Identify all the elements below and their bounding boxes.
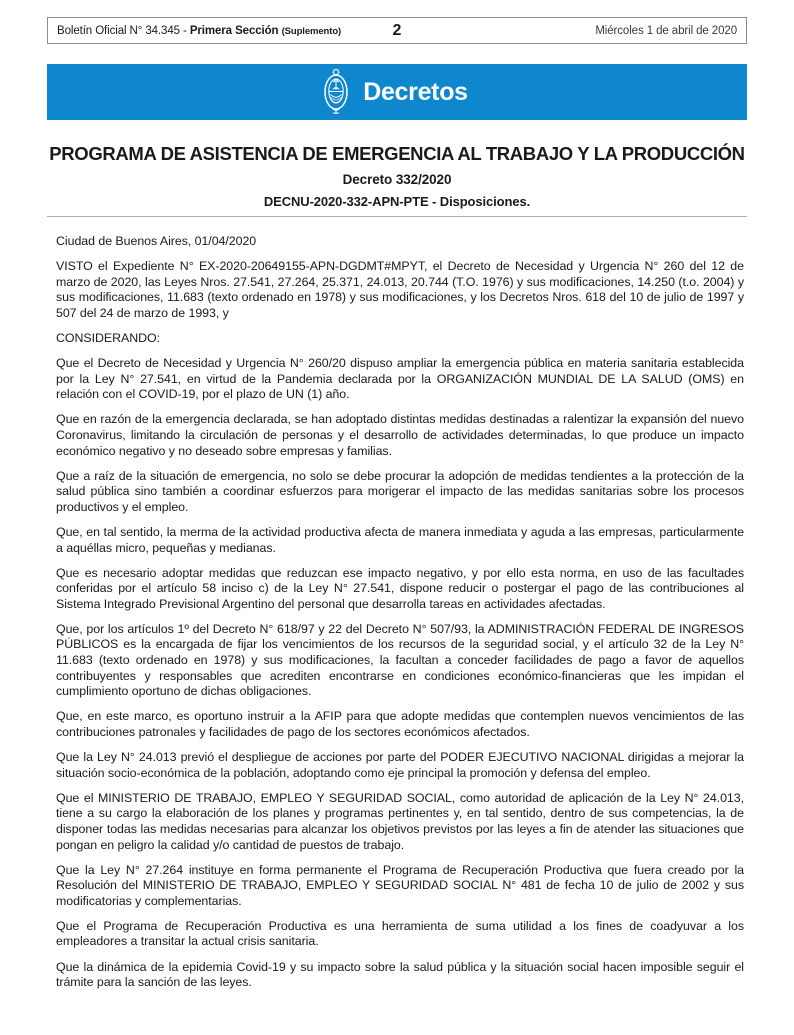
considerando-paragraph: Que la dinámica de la epidemia Covid-19 y su impacto sobre la salud pública y la situación social hacen imposible seguir el trámite para la sanción de las leyes. xyxy=(56,959,744,990)
place-and-date: Ciudad de Buenos Aires, 01/04/2020 xyxy=(56,234,257,248)
banner-content xyxy=(318,68,468,116)
considerando-heading: CONSIDERANDO: xyxy=(56,330,160,345)
header-publication: Boletín Oficial N° 34.345 xyxy=(57,24,180,37)
running-header xyxy=(47,17,747,44)
considerando-paragraph: Que, por los artículos 1º del Decreto N° 618/97 y 22 del Decreto N° 507/93, la ADMINISTRACIÓN FEDERAL DE INGRESOS PÚBLICOS es la encargada de fijar los vencimientos de los recursos de la seguridad social, y el artículo 32 de la Ley N° 11.683 (texto ordenado en 1978) y sus modificaciones, la facultan a conceder facilidades de pago a favor de aquellos contribuyentes y responsables que acrediten encontrarse en condiciones económico-financieras que les impidan el cumplimiento oportuno de dichas obligaciones. xyxy=(56,621,744,699)
header-date: Miércoles 1 de abril de 2020 xyxy=(595,24,737,37)
considerando-paragraph: Que el MINISTERIO DE TRABAJO, EMPLEO Y SEGURIDAD SOCIAL, como autoridad de aplicación de la Ley N° 24.013, tiene a su cargo la elaboración de los planes y programas pertinentes y, en tal sentido, dentro de sus competencias, la de disponer todas las medidas necesarias para alcanzar los objetivos previstos por las leyes a fin de atender las situaciones que pongan en peligro la calidad y/o cantidad de puestos de trabajo. xyxy=(56,790,744,852)
page-title: PROGRAMA DE ASISTENCIA DE EMERGENCIA AL TRABAJO Y LA PRODUCCIÓN xyxy=(49,143,745,164)
considerando-paragraph: Que a raíz de la situación de emergencia, no solo se debe procurar la adopción de medidas tendientes a la protección de la salud pública sino también a coordinar esfuerzos para morigerar el impacto de las medidas sanitarias sobre los procesos productivos y el empleo. xyxy=(56,468,744,514)
considerando-paragraph: Que en razón de la emergencia declarada, se han adoptado distintas medidas destinadas a ralentizar la expansión del nuevo Coronavirus, limitando la circulación de personas y el desarrollo de actividades determinadas, lo que produce un impacto económico negativo y no deseado sobre empresas y familias. xyxy=(56,412,744,458)
considerando-paragraph: Que la Ley N° 24.013 previó el despliegue de acciones por parte del PODER EJECUTIVO NACIONAL dirigidas a mejorar la situación socio-económica de la población, adoptando como eje principal la promoción y defensa del empleo. xyxy=(56,750,744,780)
argentina-coat-of-arms-icon xyxy=(318,68,354,116)
header-section: Primera Sección xyxy=(189,24,279,37)
header-page-number: 2 xyxy=(392,21,402,39)
decree-number: Decreto 332/2020 xyxy=(342,172,452,187)
header-supplement: (Suplemento) xyxy=(281,25,342,37)
decree-reference: DECNU-2020-332-APN-PTE - Disposiciones. xyxy=(263,194,531,209)
considerando-paragraph: Que la Ley N° 27.264 instituye en forma permanente el Programa de Recuperación Productiva que fuera creado por la Resolución del MINISTERIO DE TRABAJO, EMPLEO Y SEGURIDAD SOCIAL N° 481 de fecha 10 de julio de 2002 y sus modificatorias y complementarias. xyxy=(56,862,744,908)
considerando-paragraph: Que, en tal sentido, la merma de la actividad productiva afecta de manera inmediata y aguda a las empresas, particularmente a aquéllas micro, pequeñas y medianas. xyxy=(56,524,744,555)
title-divider xyxy=(47,216,747,217)
document-body xyxy=(56,234,744,1000)
considerando-paragraph: Que es necesario adoptar medidas que reduzcan ese impacto negativo, y por ello esta norma, en uso de las facultades conferidas por el artículo 58 inciso c) de la Ley N° 27.541, dispone reducir o postergar el pago de las contribuciones al Sistema Integrado Previsional Argentino del personal que desarrolla tareas en actividades afectadas. xyxy=(56,565,744,611)
considerando-paragraph: Que el Programa de Recuperación Productiva es una herramienta de suma utilidad a los fines de coadyuvar a los empleadores a transitar la actual crisis sanitaria. xyxy=(56,918,744,949)
visto-paragraph: VISTO el Expediente N° EX-2020-20649155-APN-DGDMT#MPYT, el Decreto de Necesidad y Urgencia N° 260 del 12 de marzo de 2020, las Leyes Nros. 27.541, 27.264, 25.371, 24.013, 20.744 (T.O. 1976) y sus modificaciones, 14.250 (t.o. 2004) y sus modificaciones, 11.683 (texto ordenado en 1978) y sus modificaciones, y los Decretos Nros. 618 del 10 de julio de 1997 y 507 del 24 de marzo de 1993, y xyxy=(56,259,744,320)
section-banner xyxy=(47,64,747,120)
banner-label: Decretos xyxy=(363,77,468,106)
considerando-paragraph: Que el Decreto de Necesidad y Urgencia N° 260/20 dispuso ampliar la emergencia pública en materia sanitaria establecida por la Ley N° 27.541, en virtud de la Pandemia declarada por la ORGANIZACIÓN MUNDIAL DE LA SALUD (OMS) en relación con el COVID-19, por el plazo de UN (1) año. xyxy=(56,356,744,402)
header-separator: - xyxy=(179,24,190,37)
header-publication-info xyxy=(57,25,341,37)
considerando-paragraph: Que, en este marco, es oportuno instruir a la AFIP para que adopte medidas que contemplen nuevos vencimientos de las contribuciones patronales y facilidades de pago de los sectores económicos afectados. xyxy=(56,709,744,739)
